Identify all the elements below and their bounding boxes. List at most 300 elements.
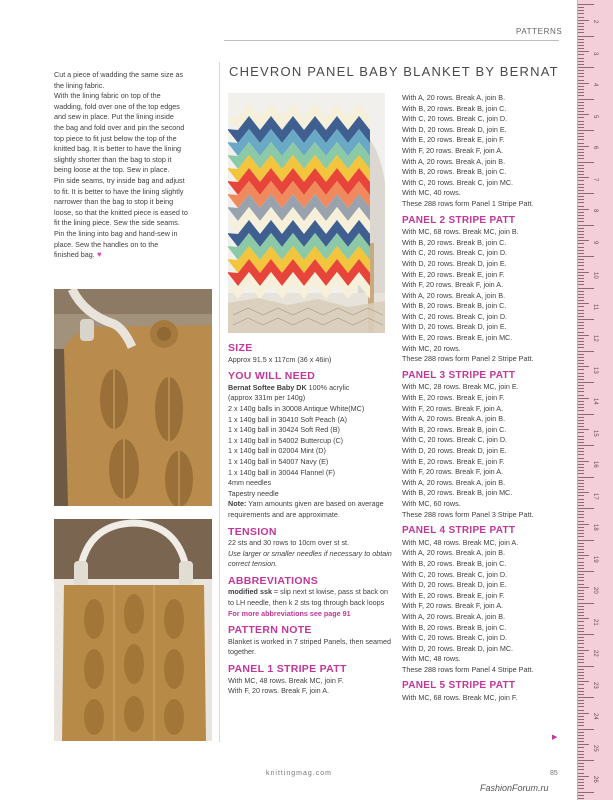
ruler-tick [578, 341, 584, 342]
ruler-tick [578, 562, 584, 563]
row-instruction: With D, 20 rows. Break D, join MC. [402, 643, 514, 653]
ruler-tick [578, 184, 584, 185]
row-instruction: With A, 20 rows. Break A, join B. [402, 477, 506, 487]
instruction-line [54, 208, 212, 219]
yarn-line [228, 383, 394, 394]
ruler-number: 6 [592, 146, 598, 150]
row-instruction: With C, 20 rows. Break C, join D. [402, 114, 508, 124]
ruler-tick [578, 710, 584, 711]
ruler-tick [578, 691, 584, 692]
ruler-tick [578, 609, 584, 610]
ruler-tick [578, 769, 584, 770]
panel1-heading: PANEL 1 STRIPE PATT [228, 663, 347, 676]
ruler-tick [578, 417, 584, 418]
row-instruction: With MC, 48 rows. Break MC, join A. [402, 537, 519, 547]
ruler-tick [578, 67, 594, 68]
ruler-tick [578, 615, 584, 616]
ruler-number: 10 [592, 272, 598, 279]
ruler-tick [578, 410, 584, 411]
ruler-tick [578, 218, 584, 219]
instruction-line [54, 176, 212, 187]
row-instruction: With B, 20 rows. Break B, join C. [402, 237, 507, 247]
ruler-tick [578, 580, 584, 581]
ruler-tick [578, 628, 584, 629]
ruler-tick [578, 247, 584, 248]
ruler-tick [578, 130, 594, 131]
ruler-tick [578, 744, 589, 745]
ruler-tick [578, 51, 589, 52]
ruler-tick [578, 517, 584, 518]
ruler-tick [578, 587, 589, 588]
ruler-tick [578, 259, 584, 260]
ruler-tick [578, 357, 584, 358]
ruler-tick [578, 388, 584, 389]
ruler-tick [578, 467, 584, 468]
tension-text: 22 sts and 30 rows to 10cm over st st. [228, 538, 350, 548]
ruler-tick [578, 83, 589, 84]
row-instruction: With C, 20 rows. Break C, join D. [402, 435, 508, 445]
row-instruction: With MC, 48 rows. Break MC, join F. [228, 675, 344, 685]
ruler-tick [578, 39, 584, 40]
row-instruction: With D, 20 rows. Break D, join E. [402, 322, 507, 332]
row-instruction: With E, 20 rows. Break E, join F. [402, 393, 505, 403]
row-instruction: With B, 20 rows. Break B, join C. [402, 167, 507, 177]
ruler-tick [578, 555, 589, 556]
ruler-tick [578, 328, 584, 329]
ruler-tick [578, 521, 584, 522]
ruler-tick [578, 659, 584, 660]
row-instruction: With A, 20 rows. Break A, join B. [402, 156, 506, 166]
section-label: PATTERNS [516, 27, 563, 36]
instruction-text: With the lining fabric on top of the [54, 91, 161, 101]
ruler-tick [578, 593, 584, 594]
row-instruction: With E, 20 rows. Break E, join F. [402, 135, 505, 145]
ruler-tick [578, 379, 584, 380]
instruction-text: place. Sew the handles on to the [54, 239, 159, 249]
ruler-tick [578, 798, 584, 799]
ruler-tick [578, 124, 584, 125]
ruler-tick [578, 250, 584, 251]
ruler-tick [578, 310, 584, 311]
panel1-rows-start [228, 676, 394, 697]
ruler-tick [578, 757, 584, 758]
ruler-tick [578, 294, 584, 295]
ruler-tick [578, 795, 584, 796]
ruler-tick [578, 470, 584, 471]
pattern-note-text: Blanket is worked in 7 striped Panels, then seamed together. [228, 636, 392, 657]
ruler-tick [578, 697, 594, 698]
ruler-tick [578, 206, 584, 207]
ruler-tick [578, 237, 584, 238]
ruler-tick [578, 297, 584, 298]
row-instruction: With C, 20 rows. Break C, join D. [402, 633, 508, 643]
instruction-line [54, 229, 212, 240]
ruler-tick [578, 347, 584, 348]
ruler-tick [578, 603, 594, 604]
ruler-tick [578, 675, 584, 676]
material-item: 1 x 140g ball in 30424 Soft Red (B) [228, 425, 340, 435]
ruler-tick [578, 29, 584, 30]
ruler-tick [578, 782, 584, 783]
ruler-number: 24 [592, 713, 598, 720]
ruler-tick [578, 366, 589, 367]
ruler-tick [578, 102, 584, 103]
ruler-tick [578, 426, 584, 427]
row-instruction: With B, 20 rows. Break B, join C. [402, 424, 507, 434]
ruler-tick [578, 45, 584, 46]
ruler-number: 25 [592, 744, 598, 752]
ruler-tick [578, 111, 584, 112]
ruler-tick [578, 477, 594, 478]
ruler-tick [578, 76, 584, 77]
ruler-tick [578, 716, 584, 717]
row-instruction: With MC, 68 rows. Break MC, join F. [402, 693, 518, 703]
ruler-tick [578, 395, 584, 396]
row-instruction: With D, 20 rows. Break D, join E. [402, 446, 507, 455]
ruler-tick [578, 643, 584, 644]
ruler-tick [578, 373, 584, 374]
row-instruction: These 288 rows form Panel 2 Stripe Patt. [402, 354, 534, 364]
abbreviations-heading: ABBREVIATIONS [228, 574, 319, 587]
ruler-tick [578, 785, 584, 786]
ruler-tick [578, 316, 584, 317]
ruler-tick [578, 792, 594, 793]
row-instruction: With A, 20 rows. Break A, join B. [402, 93, 506, 102]
instruction-line [54, 144, 212, 155]
ruler-tick [578, 86, 584, 87]
ruler-tick [578, 429, 589, 430]
ruler-tick [578, 473, 584, 474]
ruler-tick [578, 26, 584, 27]
ruler-tick [578, 779, 584, 780]
ruler-tick [578, 278, 584, 279]
ruler-tick [578, 335, 589, 336]
instruction-line [54, 218, 212, 229]
panel2-rows [402, 227, 567, 365]
instruction-line [54, 197, 212, 208]
ruler-tick [578, 499, 584, 500]
instruction-line [54, 187, 212, 198]
ruler-tick [578, 23, 584, 24]
ruler-tick [578, 599, 584, 600]
ruler-tick [578, 414, 594, 415]
row-instruction: With C, 20 rows. Break C, join D. [402, 569, 508, 579]
ruler-tick [578, 527, 584, 528]
ruler-tick [578, 108, 584, 109]
ruler-tick [578, 634, 594, 635]
ruler-tick [578, 420, 584, 421]
ruler-tick [578, 382, 594, 383]
ruler-number: 26 [592, 776, 598, 783]
ruler-tick [578, 136, 584, 137]
ruler-tick [578, 190, 584, 191]
ruler-tick [578, 269, 584, 270]
ruler-tick [578, 338, 584, 339]
ruler-tick [578, 281, 584, 282]
panel3-rows [402, 382, 567, 520]
ruler-tick [578, 546, 584, 547]
row-instruction: These 288 rows form Panel 1 Stripe Patt. [402, 198, 534, 208]
ruler-tick [578, 713, 589, 714]
ruler-tick [578, 678, 584, 679]
ruler-number: 11 [592, 303, 598, 310]
ruler-number: 2 [592, 20, 598, 24]
row-instruction: With C, 20 rows. Break C, join D. [402, 248, 508, 258]
ruler-tick [578, 193, 594, 194]
tension-italic: Use larger or smaller needles if necessary to obtain correct tension. [228, 548, 392, 569]
bag-instructions [54, 70, 212, 261]
ruler-tick [578, 508, 594, 509]
ruler-tick [578, 480, 584, 481]
row-instruction: With B, 20 rows. Break B, join C. [402, 558, 507, 568]
ruler-tick [578, 458, 584, 459]
ruler-tick [578, 158, 584, 159]
ruler-tick [578, 766, 584, 767]
footer-website: knittingmag.com [266, 770, 332, 777]
ruler-tick [578, 149, 584, 150]
row-instruction: With E, 20 rows. Break E, join F. [402, 269, 505, 279]
ruler-tick [578, 552, 584, 553]
ruler-number: 23 [592, 681, 598, 689]
ruler-tick [578, 584, 584, 585]
row-instruction: With MC, 60 rows. [402, 498, 461, 508]
pattern-title: CHEVRON PANEL BABY BLANKET BY BERNAT [229, 64, 559, 79]
ruler-tick [578, 694, 584, 695]
panel3-heading: PANEL 3 STRIPE PATT [402, 369, 516, 381]
material-item: 4mm needles [228, 478, 272, 488]
row-instruction: These 288 rows form Panel 4 Stripe Patt. [402, 664, 534, 674]
ruler-tick [578, 48, 584, 49]
ruler-tick [578, 20, 589, 21]
abbreviation-term: modified ssk [228, 587, 272, 597]
ruler-tick [578, 492, 589, 493]
material-item: 1 x 140g ball in 30410 Soft Peach (A) [228, 414, 348, 424]
ruler-tick [578, 747, 584, 748]
size-heading: SIZE [228, 342, 253, 354]
ruler-tick [578, 703, 584, 704]
row-instruction: With C, 20 rows. Break C, join MC. [402, 177, 514, 187]
ruler-tick [578, 536, 584, 537]
you-will-need-heading: YOU WILL NEED [228, 370, 316, 383]
ruler-tick [578, 155, 584, 156]
ruler-tick [578, 369, 584, 370]
ruler-tick [578, 202, 584, 203]
instruction-line [54, 81, 212, 92]
ruler-tick [578, 221, 584, 222]
ruler-tick [578, 171, 584, 172]
ruler-tick [578, 751, 584, 752]
column-divider [219, 62, 220, 742]
ruler-tick [578, 574, 584, 575]
row-instruction: With MC, 40 rows. [402, 188, 461, 198]
row-instruction: With MC, 48 rows. [402, 654, 461, 664]
ruler-tick [578, 754, 584, 755]
ruler-tick [578, 486, 584, 487]
ruler-tick [578, 99, 594, 100]
ruler-tick [578, 530, 584, 531]
ruler-tick [578, 565, 584, 566]
ruler-tick [578, 681, 589, 682]
ruler-tick [578, 177, 589, 178]
yarn-name: Bernat Softee Baby DK [228, 382, 307, 392]
ruler-tick [578, 319, 594, 320]
material-item: 1 x 140g ball in 54002 Buttercup (C) [228, 435, 344, 445]
chevron-blanket-photo [228, 93, 385, 333]
ruler-tick [578, 231, 584, 232]
row-instruction: With D, 20 rows. Break D, join E. [402, 124, 507, 134]
ruler-tick [578, 577, 584, 578]
ruler-tick [578, 291, 584, 292]
bag-closeup-photo [54, 289, 212, 506]
heart-icon: ♥ [94, 250, 102, 260]
ruler-tick [578, 17, 584, 18]
ruler-tick [578, 61, 584, 62]
ruler-tick [578, 58, 584, 59]
ruler-tick [578, 514, 584, 515]
ruler-tick [578, 162, 594, 163]
row-instruction: With F, 20 rows. Break F, join A. [402, 403, 504, 413]
instruction-text: the lining fabric. [54, 80, 105, 90]
ruler-number: 21 [592, 618, 598, 626]
ruler-tick [578, 407, 584, 408]
panel2-heading: PANEL 2 STRIPE PATT [402, 214, 516, 226]
ruler-number: 14 [592, 398, 598, 405]
instruction-line [54, 240, 212, 251]
ruler-tick [578, 618, 589, 619]
ruler-tick [578, 722, 584, 723]
ruler-tick [578, 391, 584, 392]
instruction-text: narrower than the bag to stop it being [54, 197, 174, 207]
instruction-text: Cut a piece of wadding the same size as [54, 70, 184, 79]
material-item: (approx 331m per 140g) [228, 393, 306, 403]
note-text: Yarn amounts given are based on average requirements and are approximate. [228, 499, 384, 519]
ruler-tick [578, 543, 584, 544]
ruler-tick [578, 376, 584, 377]
row-instruction: With A, 20 rows. Break A, join B. [402, 548, 506, 558]
panel4-rows [402, 538, 567, 676]
ruler-tick [578, 165, 584, 166]
ruler-tick [578, 558, 584, 559]
ruler-tick [578, 262, 584, 263]
ruler-tick [578, 776, 589, 777]
row-instruction: With F, 20 rows. Break F, join A. [228, 686, 330, 696]
ruler-tick [578, 114, 589, 115]
ruler-tick [578, 398, 589, 399]
row-instruction: With B, 20 rows. Break B, join C. [402, 301, 507, 311]
ruler-tick [578, 549, 584, 550]
ruler-tick [578, 300, 584, 301]
ruler-tick [578, 306, 584, 307]
ruler-tick [578, 505, 584, 506]
ruler-tick [578, 423, 584, 424]
instruction-line [54, 165, 212, 176]
ruler-tick [578, 199, 584, 200]
instruction-text: Pin side seams, try inside bag and adjust [54, 175, 185, 185]
ruler-tick [578, 73, 584, 74]
ruler-tick [578, 662, 584, 663]
ruler-number: 15 [592, 429, 598, 437]
ruler-tick [578, 524, 589, 525]
ruler-tick [578, 763, 584, 764]
ruler-tick [578, 672, 584, 673]
ruler-tick [578, 313, 584, 314]
ruler-tick [578, 196, 584, 197]
ruler-tick [578, 121, 584, 122]
ruler-tick [578, 228, 584, 229]
instruction-text: wadding, fold over one of the top edges [54, 101, 180, 111]
ruler-tick [578, 596, 584, 597]
row-instruction: With D, 20 rows. Break D, join E. [402, 258, 507, 268]
ruler-number: 9 [592, 240, 598, 244]
ruler-tick [578, 451, 584, 452]
ruler-number: 18 [592, 524, 598, 531]
ruler-tick [578, 70, 584, 71]
ruler-tick [578, 253, 584, 254]
row-instruction: With F, 20 rows. Break F, join A. [402, 280, 504, 290]
row-instruction: With D, 20 rows. Break D, join E. [402, 580, 507, 590]
ruler-tick [578, 404, 584, 405]
row-instruction: With B, 20 rows. Break B, join C. [402, 622, 507, 632]
instruction-text: knitted bag. It is better to have the lining [54, 144, 182, 154]
ruler-tick [578, 464, 584, 465]
ruler-tick [578, 719, 584, 720]
ruler-tick [578, 187, 584, 188]
instruction-line [54, 134, 212, 145]
stripe-patterns [402, 93, 567, 704]
ruler-tick [578, 54, 584, 55]
measuring-ruler [577, 0, 613, 800]
ruler-tick [578, 773, 584, 774]
ruler-tick [578, 725, 584, 726]
ruler-tick [578, 760, 594, 761]
ruler-tick [578, 631, 584, 632]
row-instruction: With E, 20 rows. Break E, join F. [402, 590, 505, 600]
ruler-tick [578, 4, 594, 5]
row-instruction: With F, 20 rows. Break F, join A. [402, 601, 504, 611]
ruler-tick [578, 502, 584, 503]
instruction-text: and sew in place. Put the lining inside [54, 112, 174, 122]
ruler-tick [578, 706, 584, 707]
instruction-text: finished bag. [54, 250, 95, 260]
ruler-tick [578, 653, 584, 654]
ruler-number: 20 [592, 587, 598, 594]
ruler-tick [578, 168, 584, 169]
ruler-tick [578, 344, 584, 345]
ruler-number: 16 [592, 461, 598, 468]
ruler-number: 7 [592, 177, 598, 181]
ruler-tick [578, 32, 584, 33]
ruler-tick [578, 741, 584, 742]
ruler-tick [578, 80, 584, 81]
ruler-tick [578, 401, 584, 402]
ruler-tick [578, 215, 584, 216]
ruler-tick [578, 240, 589, 241]
ruler-tick [578, 13, 584, 14]
ruler-tick [578, 606, 584, 607]
ruler-tick [578, 511, 584, 512]
instruction-line [54, 102, 212, 113]
continue-arrow-icon: ▶ [552, 734, 558, 741]
ruler-tick [578, 146, 589, 147]
instruction-line [54, 123, 212, 134]
ruler-tick [578, 303, 589, 304]
panel1-rows-cont [402, 93, 567, 210]
ruler-tick [578, 612, 584, 613]
ruler-tick [578, 735, 584, 736]
more-abbreviations-link[interactable]: For more abbreviations see page 91 [228, 608, 351, 618]
ruler-tick [578, 568, 584, 569]
ruler-tick [578, 209, 589, 210]
